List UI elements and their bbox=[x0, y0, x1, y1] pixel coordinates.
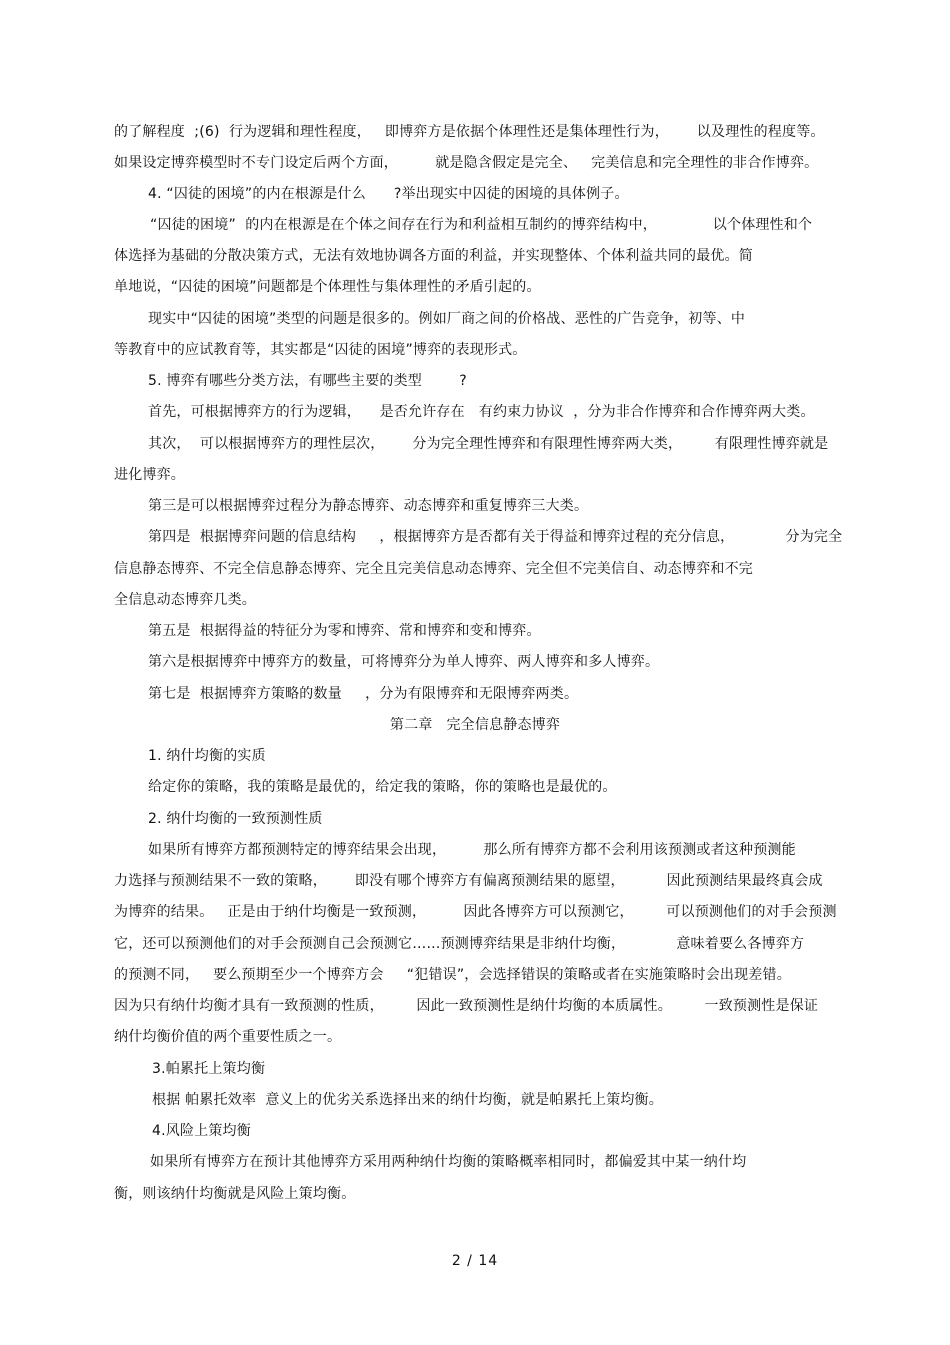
text-line: 等教育中的应试教育等，其实都是“囚徒的困境”博弈的表现形式。 bbox=[114, 342, 527, 358]
chapter-title: 第二章 完全信息静态博弈 bbox=[389, 717, 561, 733]
section-heading: 3.帕累托上策均衡 bbox=[152, 1061, 266, 1077]
text-line: 第六是根据博弈中博弈方的数量，可将博弈分为单人博弈、两人博弈和多人博弈。 bbox=[148, 654, 660, 670]
text-line: 的了解程度 ;(6) 行为逻辑和理性程度， 即博弈方是依据个体理性还是集体理性行为， 以及理性的程度等。 bbox=[114, 124, 825, 140]
text-line: 它，还可以预测他们的对手会预测自己会预测它……预测博弈结果是非纳什均衡， 意味着要么各博弈方 bbox=[114, 936, 805, 952]
section-heading: 4.风险上策均衡 bbox=[152, 1123, 251, 1139]
text-line: 的预测不同， 要么预期至少一个博弈方会 “犯错误”，会选择错误的策略或者在实施策略时会出现差错。 bbox=[114, 967, 791, 983]
text-line: 单地说，“囚徒的困境”问题都是个体理性与集体理性的矛盾引起的。 bbox=[114, 279, 541, 295]
section-heading: 1. 纳什均衡的实质 bbox=[148, 748, 266, 764]
question-heading: 5. 博弈有哪些分类方法，有哪些主要的类型 ? bbox=[148, 373, 467, 389]
text-line: 第四是 根据博弈问题的信息结构 ，根据博弈方是否都有关于得益和博弈过程的充分信息， 分为完全 bbox=[148, 529, 843, 545]
text-line: 其次， 可以根据博弈方的理性层次， 分为完全理性博弈和有限理性博弈两大类， 有限理性博弈就是 bbox=[148, 436, 829, 452]
text-line: 如果所有博弈方都预测特定的博弈结果会出现， 那么所有博弈方都不会利用该预测或者这种预测能 bbox=[148, 842, 796, 858]
text-line: 如果所有博弈方在预计其他博弈方采用两种纳什均衡的策略概率相同时，都偏爱其中某一纳什均 bbox=[150, 1154, 747, 1170]
text-line: “囚徒的困境” 的内在根源是在个体之间存在行为和利益相互制约的博弈结构中， 以个体理性和个 bbox=[150, 217, 813, 233]
section-heading: 2. 纳什均衡的一致预测性质 bbox=[148, 811, 323, 827]
text-line: 第五是 根据得益的特征分为零和博弈、常和博弈和变和博弈。 bbox=[148, 623, 541, 639]
text-line: 首先，可根据博弈方的行为逻辑， 是否允许存在 有约束力协议 ，分为非合作博弈和合作博弈两大类。 bbox=[148, 404, 815, 420]
text-line: 衡，则该纳什均衡就是风险上策均衡。 bbox=[114, 1186, 356, 1202]
text-line: 纳什均衡价值的两个重要性质之一。 bbox=[114, 1029, 342, 1045]
text-line: 第三是可以根据博弈过程分为静态博弈、动态博弈和重复博弈三大类。 bbox=[148, 498, 589, 514]
text-line: 体选择为基础的分散决策方式，无法有效地协调各方面的利益，并实现整体、个体利益共同的最优。简 bbox=[114, 248, 753, 264]
page-number: 2 / 14 bbox=[451, 1253, 499, 1269]
text-line: 进化博弈。 bbox=[114, 467, 185, 483]
text-line: 力选择与预测结果不一致的策略， 即没有哪个博弈方有偏离预测结果的愿望， 因此预测结果最终真会成 bbox=[114, 873, 823, 889]
text-line: 给定你的策略，我的策略是最优的，给定我的策略，你的策略也是最优的。 bbox=[148, 779, 617, 795]
text-line: 第七是 根据博弈方策略的数量 ，分为有限博弈和无限博弈两类。 bbox=[148, 686, 579, 702]
text-line: 现实中“囚徒的困境”类型的问题是很多的。例如厂商之间的价格战、恶性的广告竞争，初等、中 bbox=[148, 311, 746, 327]
text-line: 为博弈的结果。 正是由于纳什均衡是一致预测， 因此各博弈方可以预测它， 可以预测他们的对手会预测 bbox=[114, 904, 837, 920]
question-heading: 4. “囚徒的困境”的内在根源是什么 ?举出现实中囚徒的困境的具体例子。 bbox=[148, 186, 629, 202]
text-line: 全信息动态博弈几类。 bbox=[114, 592, 256, 608]
text-line: 如果设定博弈模型时不专门设定后两个方面， 就是隐含假定是完全、 完美信息和完全理性的非合作博弈。 bbox=[114, 155, 819, 171]
text-line: 信息静态博弈、不完全信息静态博弈、完全且完美信息动态博弈、完全但不完美信自、动态博弈和不完 bbox=[114, 561, 753, 577]
text-line: 因为只有纳什均衡才具有一致预测的性质， 因此一致预测性是纳什均衡的本质属性。 一致预测性是保证 bbox=[114, 998, 819, 1014]
text-line: 根据 帕累托效率 意义上的优劣关系选择出来的纳什均衡，就是帕累托上策均衡。 bbox=[152, 1092, 663, 1108]
